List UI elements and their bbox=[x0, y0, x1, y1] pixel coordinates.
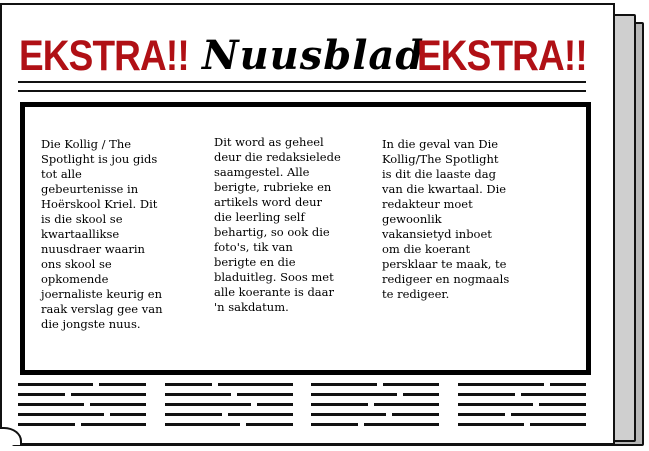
filler-line bbox=[550, 383, 586, 386]
article-column-1: Die Kollig / The Spotlight is jou gids tot alle gebeurtenisse in Hoërskool Kriel. Dit is die skool se kwartaallikse nuusdraer waarin ons skool se opkomende joernaliste keurig en raak verslag gee van die jongste nuus. bbox=[41, 137, 163, 331]
masthead-rule-bottom bbox=[18, 90, 586, 92]
filler-line bbox=[81, 423, 146, 426]
newspaper-front-page bbox=[0, 3, 615, 445]
filler-line bbox=[246, 423, 293, 426]
filler-line bbox=[364, 423, 439, 426]
page-fold-corner bbox=[0, 427, 22, 445]
filler-line bbox=[511, 413, 586, 416]
masthead-rule-top bbox=[18, 81, 586, 83]
filler-line bbox=[458, 383, 544, 386]
filler-line bbox=[311, 403, 368, 406]
filler-line bbox=[90, 403, 146, 406]
article-box bbox=[20, 102, 591, 375]
filler-line bbox=[165, 393, 231, 396]
filler-line bbox=[530, 423, 586, 426]
filler-line bbox=[18, 393, 65, 396]
filler-line bbox=[165, 423, 240, 426]
filler-line bbox=[257, 403, 293, 406]
filler-line bbox=[403, 393, 439, 396]
filler-line bbox=[99, 383, 146, 386]
filler-line bbox=[18, 383, 93, 386]
filler-line bbox=[311, 423, 358, 426]
filler-line bbox=[18, 403, 84, 406]
filler-line bbox=[228, 413, 293, 416]
filler-line bbox=[374, 403, 439, 406]
filler-line bbox=[458, 423, 524, 426]
extra-headline-left: EKSTRA!! bbox=[19, 32, 189, 80]
filler-line bbox=[218, 383, 293, 386]
filler-line bbox=[165, 403, 251, 406]
filler-line bbox=[521, 393, 586, 396]
filler-line bbox=[458, 393, 515, 396]
filler-line bbox=[539, 403, 586, 406]
filler-line bbox=[165, 383, 212, 386]
article-column-2: Dit word as geheel deur die redaksielede saamgestel. Alle berigte, rubrieke en artikels word deur die leerling self behartig, so ook die foto's, tik van berigte en die bladuitleg. Soos met alle koerante is daar 'n sakdatum. bbox=[214, 135, 341, 314]
filler-line bbox=[311, 413, 386, 416]
article-column-3: In die geval van Die Kollig/The Spotlight is dit die laaste dag van die kwartaal. Die redakteur moet gewoonlik vakansietyd inboet om die koerant persklaar te maak, te redigeer en nogmaals te redigeer. bbox=[382, 137, 510, 301]
filler-line bbox=[18, 423, 75, 426]
filler-line bbox=[311, 393, 397, 396]
filler-line bbox=[392, 413, 439, 416]
filler-line bbox=[311, 383, 377, 386]
filler-line bbox=[71, 393, 146, 396]
filler-line bbox=[237, 393, 293, 396]
filler-line bbox=[383, 383, 439, 386]
filler-line bbox=[458, 403, 533, 406]
extra-headline-right: EKSTRA!! bbox=[417, 32, 587, 80]
filler-line bbox=[458, 413, 505, 416]
filler-line bbox=[165, 413, 222, 416]
filler-line bbox=[18, 413, 104, 416]
newspaper-title: Nuusblad bbox=[202, 32, 425, 79]
masthead bbox=[2, 31, 615, 81]
filler-line bbox=[110, 413, 146, 416]
